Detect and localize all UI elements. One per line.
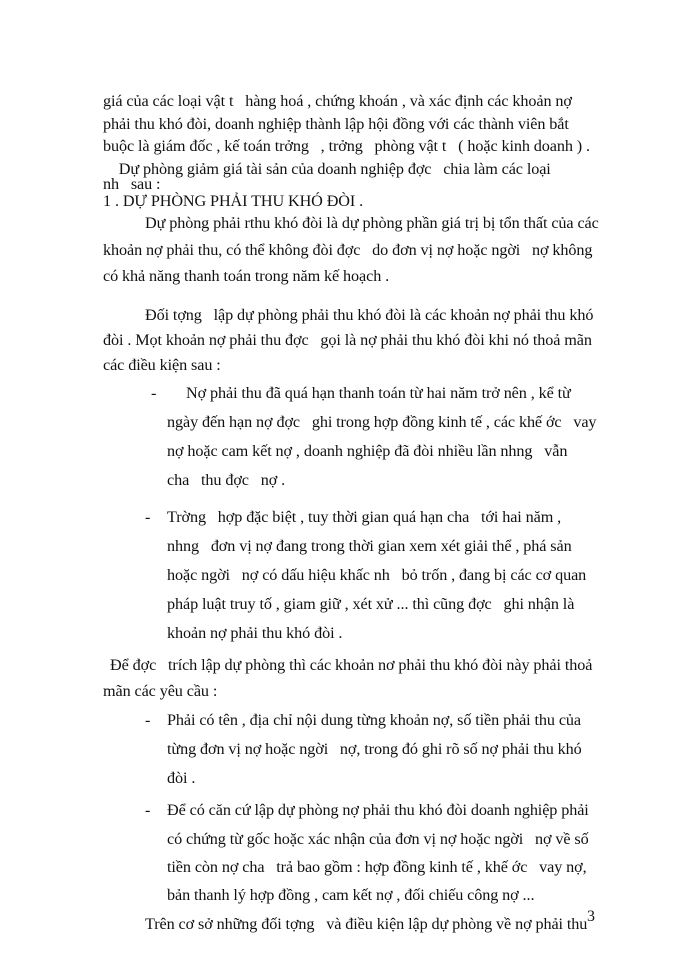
text-line: Phải có tên , địa chỉ nội dung từng khoản nợ, số tiền phải thu của — [167, 711, 581, 729]
text-line: Dự phòng phải rthu khó đòi là dự phòng phần giá trị bị tổn thất của các — [145, 214, 599, 232]
text-line: có chứng từ gốc hoặc xác nhận của đơn vị nợ hoặc ngời nợ về số — [167, 830, 589, 848]
page-number: 3 — [587, 908, 595, 925]
text-line: các điều kiện sau : — [103, 356, 221, 374]
text-line: cha thu đợc nợ . — [167, 471, 286, 489]
text-line: đòi . Mọt khoản nợ phải thu đợc gọi là nợ phải thu khó đòi khi nó thoả mãn — [103, 331, 592, 349]
text-line: Trờng hợp đặc biệt , tuy thời gian quá hạn cha tới hai năm , — [167, 508, 562, 526]
text-line: phải thu khó đòi, doanh nghiệp thành lập hội đồng với các thành viên bắt — [103, 115, 569, 133]
dash-bullet: - — [145, 508, 151, 526]
text-line: khoản nợ phải thu khó đòi . — [167, 624, 343, 642]
text-line: mãn các yêu cầu : — [103, 682, 218, 700]
dash-bullet: - — [145, 801, 151, 819]
text-line: khoản nợ phải thu, có thể không đòi đợc do đơn vị nợ hoặc ngời nợ không — [103, 241, 593, 259]
text-line: Đối tợng lập dự phòng phải thu khó đòi là các khoản nợ phải thu khó — [145, 306, 594, 324]
text-line: nh sau : — [103, 175, 161, 193]
text-line: đòi . — [167, 769, 196, 787]
text-line: Nợ phải thu đã quá hạn thanh toán từ hai năm trở nên , kể từ — [186, 384, 571, 402]
text-line: Dự phòng giảm giá tài sản của doanh nghiệp đợc chia làm các loại — [103, 160, 551, 178]
text-line: hoặc ngời nợ có dấu hiệu khấc nh bỏ trốn , đang bị các cơ quan — [167, 566, 587, 584]
text-line: giá của các loại vật t hàng hoá , chứng khoán , và xác định các khoản nợ — [103, 92, 572, 110]
text-line: nợ hoặc cam kết nợ , doanh nghiệp đã đòi nhiều lần nhng vẫn — [167, 442, 568, 460]
section-heading: 1 . DỰ PHÒNG PHẢI THU KHÓ ĐÒI . — [103, 192, 364, 210]
text-line: Để đợc trích lập dự phòng thì các khoản nơ phải thu khó đòi này phải thoả — [110, 656, 593, 674]
dash-bullet: - — [145, 711, 151, 729]
text-line: từng đơn vị nợ hoặc ngời nợ, trong đó ghi rõ số nợ phải thu khó — [167, 740, 582, 758]
text-line: bản thanh lý hợp đồng , cam kết nợ , đối chiếu công nợ ... — [167, 886, 535, 904]
text-line: Trên cơ sở những đối tợng và điều kiện lập dự phòng về nợ phải thu — [145, 915, 588, 933]
text-line: Để có căn cứ lập dự phòng nợ phải thu khó đòi doanh nghiệp phải — [167, 801, 589, 819]
dash-bullet: - — [151, 384, 157, 402]
text-line: pháp luật truy tố , giam giữ , xét xử ... thì cũng đợc ghi nhận là — [167, 595, 575, 613]
text-line: nhng đơn vị nợ đang trong thời gian xem xét giải thể , phá sản — [167, 537, 572, 555]
text-line: có khả năng thanh toán trong năm kế hoạch . — [103, 267, 390, 285]
text-line: tiền còn nợ cha trả bao gồm : hợp đồng kinh tế , khế ớc vay nợ, — [167, 858, 587, 876]
text-line: ngày đến hạn nợ đợc ghi trong hợp đồng kinh tế , các khế ớc vay — [167, 413, 597, 431]
text-line: buộc là giám đốc , kế toán trởng , trởng phòng vật t ( hoặc kinh doanh ) . — [103, 137, 590, 155]
